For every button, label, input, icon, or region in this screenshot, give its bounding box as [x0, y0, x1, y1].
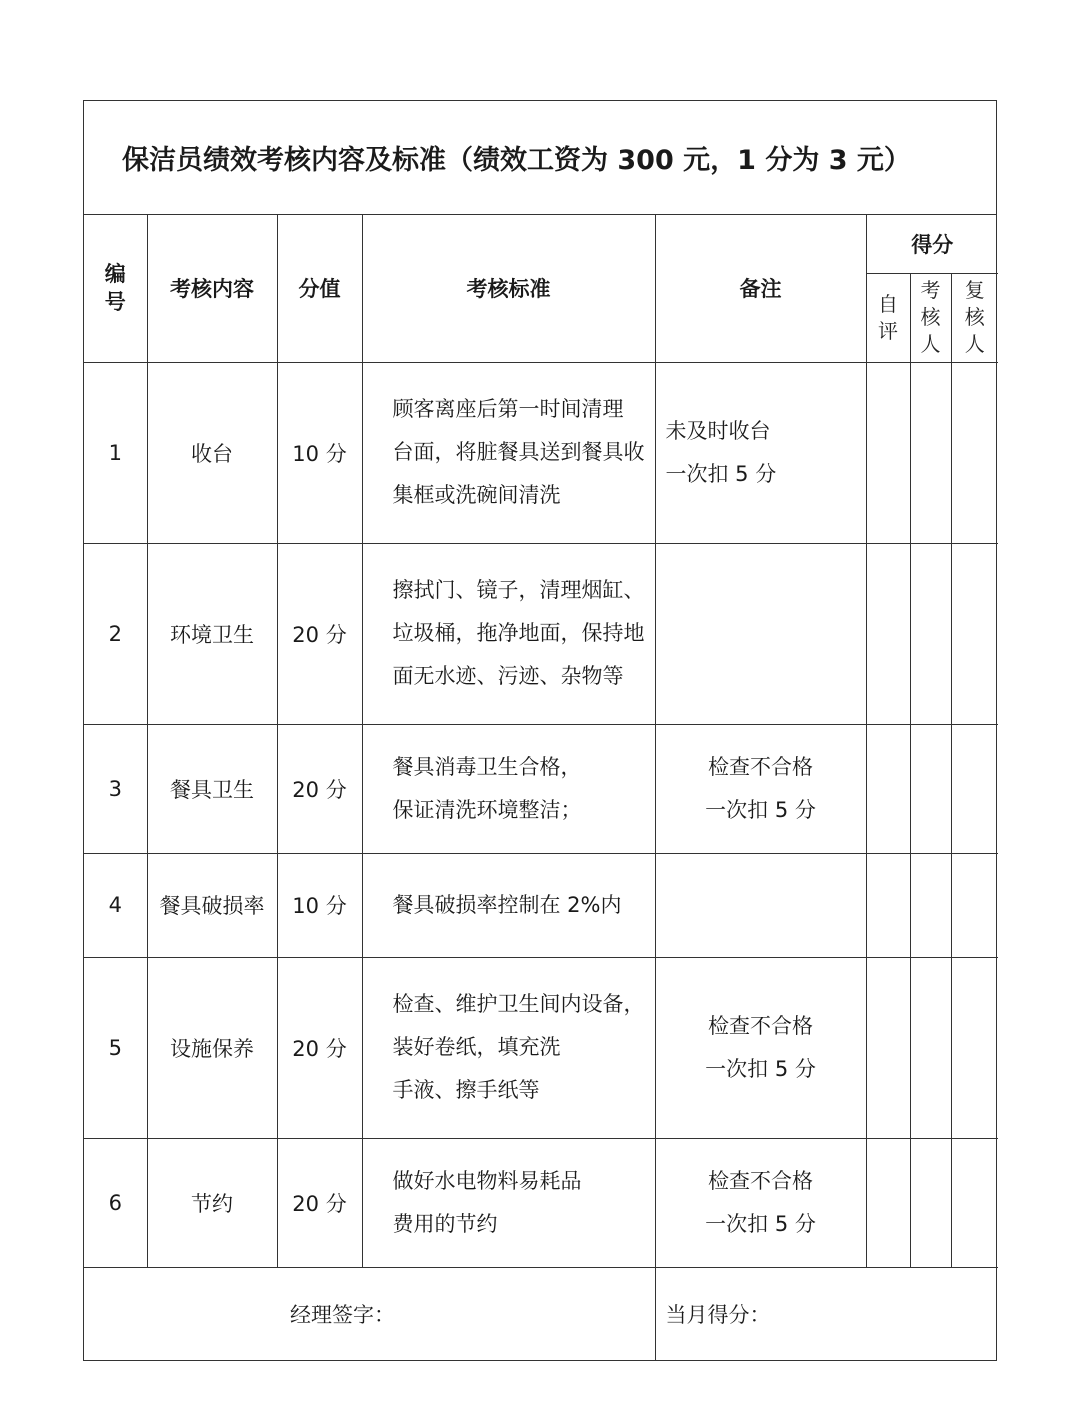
row-number: 5: [84, 957, 147, 1138]
standard-line: 检查、维护卫生间内设备，: [392, 992, 645, 1016]
score-reviewer-cell: [951, 1138, 998, 1267]
row-note: [655, 957, 866, 1138]
row-note: [655, 724, 866, 853]
table-row: [84, 853, 998, 957]
footer-row: [84, 1267, 998, 1360]
row-note: [655, 853, 866, 957]
score-self-cell: [866, 957, 910, 1138]
table-row: [84, 543, 998, 724]
row-item: 餐具卫生: [147, 724, 277, 853]
header-assessor: [910, 273, 951, 362]
row-score: 20 分: [277, 1138, 362, 1267]
standard-line: 餐具消毒卫生合格，: [392, 754, 582, 779]
row-number: 1: [84, 362, 147, 543]
header-number: [84, 215, 147, 362]
header-number-label: 编号: [104, 261, 126, 315]
score-self-cell: [866, 543, 910, 724]
score-assessor-cell: [910, 853, 951, 957]
row-score: 20 分: [277, 724, 362, 853]
page-title: 保洁员绩效考核内容及标准（绩效工资为 300 元，1 分为 3 元）: [122, 145, 911, 176]
header-score: 分值: [277, 215, 362, 362]
score-assessor-cell: [910, 543, 951, 724]
assessment-table: [84, 215, 998, 1360]
header-standard: 考核标准: [362, 215, 655, 362]
header-self-label: 自评: [878, 291, 898, 343]
standard-line: 费用的节约: [392, 1211, 498, 1236]
note-line: 一次扣 5 分: [705, 1211, 816, 1236]
table-row: [84, 1138, 998, 1267]
score-assessor-cell: [910, 1138, 951, 1267]
note-line: 一次扣 5 分: [705, 797, 816, 822]
header-reviewer-label: 复核人: [964, 278, 985, 356]
row-score: 10 分: [277, 362, 362, 543]
row-standard: [362, 362, 655, 543]
row-note: [655, 543, 866, 724]
score-reviewer-cell: [951, 724, 998, 853]
score-assessor-cell: [910, 724, 951, 853]
row-number: 4: [84, 853, 147, 957]
manager-signature-field: 经理签字：: [84, 1267, 655, 1360]
row-item: 设施保养: [147, 957, 277, 1138]
score-reviewer-cell: [951, 362, 998, 543]
score-self-cell: [866, 362, 910, 543]
score-reviewer-cell: [951, 543, 998, 724]
row-item: 收台: [147, 362, 277, 543]
standard-line: 面无水迹、污迹、杂物等: [392, 664, 624, 688]
header-result: 得分: [866, 215, 998, 273]
note-line: 检查不合格: [708, 1013, 813, 1038]
row-score: 10 分: [277, 853, 362, 957]
standard-line: 装好卷纸，填充洗: [392, 1035, 561, 1059]
row-number: 2: [84, 543, 147, 724]
header-content: 考核内容: [147, 215, 277, 362]
header-reviewer: [951, 273, 998, 362]
score-reviewer-cell: [951, 853, 998, 957]
row-score: 20 分: [277, 543, 362, 724]
assessment-sheet: [83, 100, 997, 1361]
standard-line: 集框或洗碗间清洗: [392, 483, 561, 507]
standard-line: 做好水电物料易耗品: [392, 1168, 582, 1193]
standard-line: 擦拭门、镜子，清理烟缸、: [392, 578, 645, 602]
note-line: 未及时收台: [665, 418, 771, 443]
note-line: 一次扣 5 分: [665, 461, 777, 486]
row-note: [655, 362, 866, 543]
row-number: 6: [84, 1138, 147, 1267]
score-assessor-cell: [910, 957, 951, 1138]
header-row-1: [84, 215, 998, 273]
row-standard: [362, 1138, 655, 1267]
standard-line: 餐具破损率控制在 2%内: [392, 892, 622, 917]
header-note: 备注: [655, 215, 866, 362]
row-score: 20 分: [277, 957, 362, 1138]
standard-line: 台面，将脏餐具送到餐具收: [392, 440, 645, 464]
row-item: 餐具破损率: [147, 853, 277, 957]
header-self: [866, 273, 910, 362]
note-line: 检查不合格: [708, 754, 813, 779]
standard-line: 顾客离座后第一时间清理: [392, 397, 624, 421]
standard-line: 垃圾桶，拖净地面，保持地: [392, 621, 645, 645]
row-standard: [362, 543, 655, 724]
note-line: 一次扣 5 分: [705, 1056, 816, 1081]
title-row: [84, 101, 996, 215]
header-assessor-label: 考核人: [920, 278, 941, 356]
score-self-cell: [866, 1138, 910, 1267]
row-number: 3: [84, 724, 147, 853]
month-score-field: 当月得分：: [655, 1267, 998, 1360]
note-line: 检查不合格: [708, 1168, 813, 1193]
table-row: [84, 724, 998, 853]
row-item: 节约: [147, 1138, 277, 1267]
row-standard: [362, 724, 655, 853]
score-self-cell: [866, 853, 910, 957]
score-assessor-cell: [910, 362, 951, 543]
row-standard: [362, 853, 655, 957]
table-row: [84, 957, 998, 1138]
table-row: [84, 362, 998, 543]
standard-line: 手液、擦手纸等: [392, 1078, 540, 1102]
standard-line: 保证清洗环境整洁；: [392, 797, 582, 822]
row-standard: [362, 957, 655, 1138]
row-note: [655, 1138, 866, 1267]
row-item: 环境卫生: [147, 543, 277, 724]
score-reviewer-cell: [951, 957, 998, 1138]
score-self-cell: [866, 724, 910, 853]
